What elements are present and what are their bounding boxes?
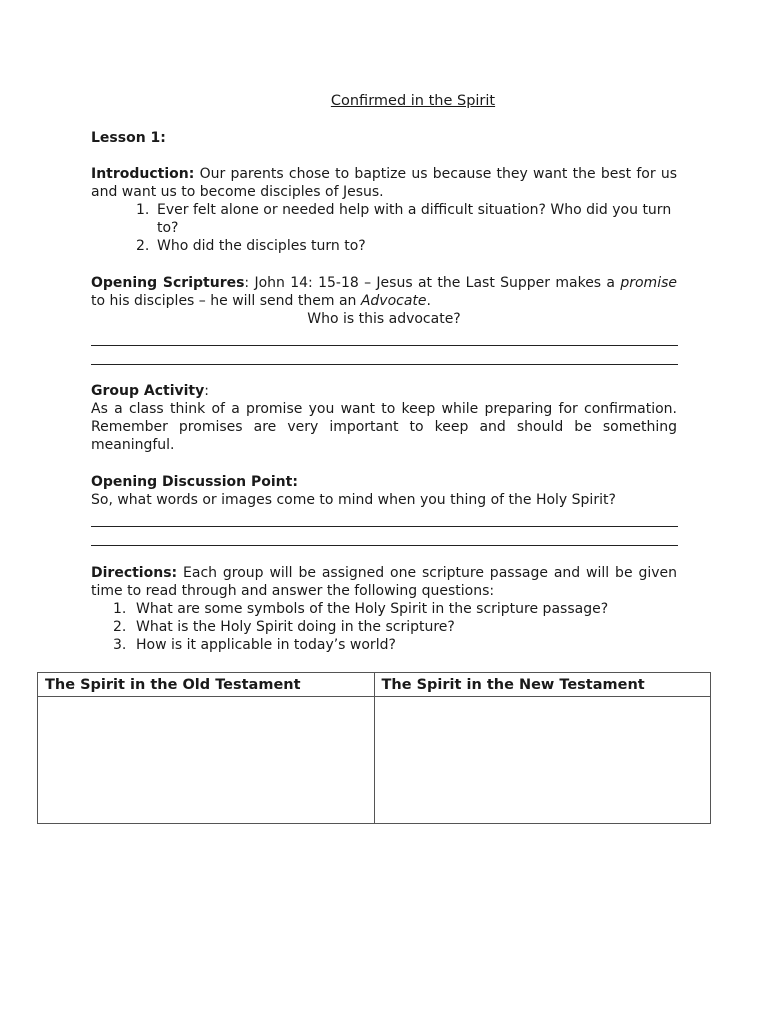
introduction-section [91,165,677,255]
directions-section [91,564,677,654]
list-item [91,618,677,636]
group-activity-label: Group Activity [91,383,205,399]
list-text: What are some symbols of the Holy Spirit in the scripture passage? [136,601,609,617]
list-text: Ever felt alone or needed help with a difficult situation? Who did you turn to? [157,202,672,236]
list-item [91,636,677,654]
directions-paragraph [91,564,677,600]
answer-line[interactable] [91,545,678,546]
answer-line[interactable] [91,345,678,346]
group-activity-section [91,382,677,454]
scriptures-text: : John 14: 15-18 – Jesus at the Last Supper makes a [244,275,621,291]
directions-questions [91,600,677,654]
new-testament-cell[interactable] [374,697,711,824]
introduction-questions [91,201,677,255]
page-title: Confirmed in the Spirit [330,93,496,109]
introduction-text: Our parents chose to baptize us because they want the best for us and want us to become disciples of Jesus. [91,166,677,200]
list-number: 3. [113,637,127,653]
list-item [91,600,677,618]
discussion-text: So, what words or images come to mind when you thing of the Holy Spirit? [91,492,616,508]
table-header-row [38,673,711,697]
scriptures-text: . [426,293,431,309]
list-item [91,237,677,255]
advocate-word: Advocate [360,293,427,309]
answer-line[interactable] [91,526,678,527]
opening-scriptures-section [91,274,677,328]
lesson-heading: Lesson 1: [91,130,166,146]
list-text: What is the Holy Spirit doing in the scripture? [136,619,455,635]
scriptures-text: to his disciples – he will send them an [91,293,361,309]
list-number: 1. [113,601,127,617]
list-text: Who did the disciples turn to? [157,238,366,254]
answer-line[interactable] [91,364,678,365]
discussion-section [91,473,677,509]
group-activity-colon: : [204,383,209,399]
list-text: How is it applicable in today’s world? [136,637,396,653]
advocate-question: Who is this advocate? [307,311,461,327]
group-activity-text: As a class think of a promise you want to keep while preparing for confirmation. Remember promises are very important to keep and should be something meaningful. [91,401,677,453]
directions-text: Each group will be assigned one scripture passage and will be given time to read through and answer the following questions: [91,565,677,599]
testament-table [37,672,711,824]
new-testament-header: The Spirit in the New Testament [374,673,711,697]
list-number: 2. [136,238,150,254]
scriptures-label: Opening Scriptures [91,275,245,291]
list-item [91,201,677,237]
scriptures-paragraph [91,274,677,310]
old-testament-cell[interactable] [38,697,375,824]
directions-label: Directions: [91,565,178,581]
introduction-label: Introduction: [91,166,195,182]
old-testament-header: The Spirit in the Old Testament [38,673,375,697]
discussion-label: Opening Discussion Point: [91,474,298,490]
list-number: 1. [136,202,150,218]
table-row [38,697,711,824]
introduction-paragraph [91,165,677,201]
promise-word: promise [620,275,677,291]
list-number: 2. [113,619,127,635]
